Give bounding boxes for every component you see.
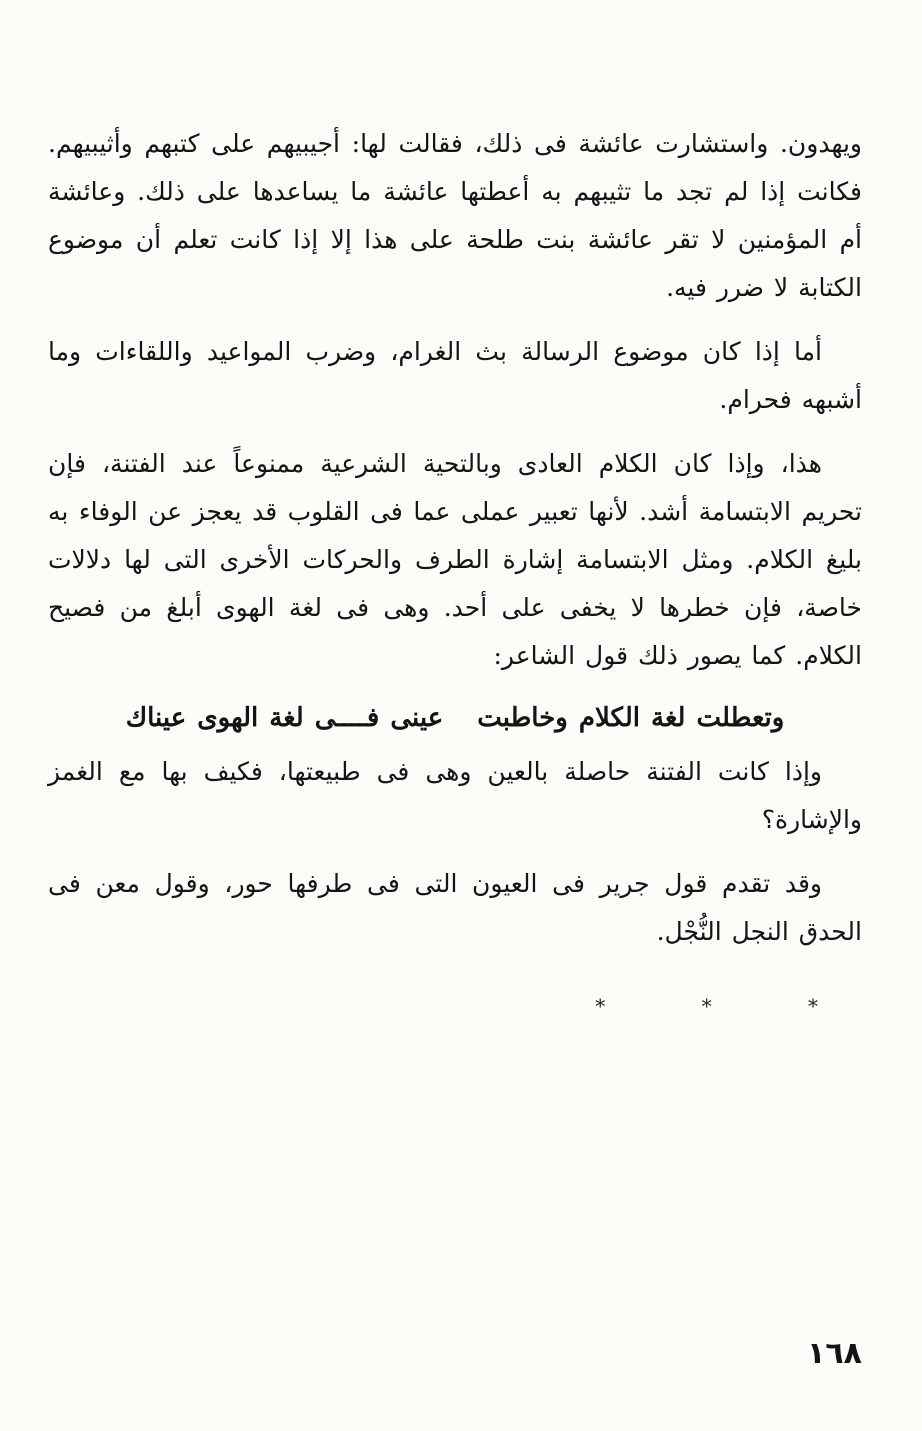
verse-second-hemistich: عينى فــــى لغة الهوى عيناك: [125, 703, 444, 733]
paragraph-jarir-quote: وقد تقدم قول جرير فى العيون التى فى طرفها حور، وقول معن فى الحدق النجل النُّجْل.: [48, 869, 862, 946]
page-body: [48, 120, 862, 1030]
verse-first-hemistich: وتعطلت لغة الكلام وخاطبت: [477, 703, 785, 733]
paragraph-eye-temptation: وإذا كانت الفتنة حاصلة بالعين وهى فى طبيعتها، فكيف بها مع الغمز والإشارة؟: [48, 757, 862, 834]
poem-verse: [48, 694, 862, 742]
section-separator: * * *: [595, 994, 862, 1018]
paragraph-love-letters: أما إذا كان موضوع الرسالة بث الغرام، وضرب المواعيد واللقاءات وما أشبهه فحرام.: [48, 337, 862, 414]
paragraph-smile-prohibition: هذا، وإذا كان الكلام العادى وبالتحية الشرعية ممنوعاً عند الفتنة، فإن تحريم الابتسامة أشد. لأنها تعبير عملى عما فى القلوب قد يعجز عن الوفاء به بليغ الكلام. ومثل الابتسامة إشارة الطرف والحركات الأخرى التى لها دلالات خاصة، فإن خطرها لا يخفى على أحد. وهى فى لغة الهوى أبلغ من فصيح الكلام. كما يصور ذلك قول الشاعر:: [48, 449, 862, 670]
paragraph-aisha-letters: ويهدون. واستشارت عائشة فى ذلك، فقالت لها: أجيبيهم على كتبهم وأثيبيهم. فكانت إذا لم تجد ما تثيبهم به أعطتها عائشة ما يساعدها على ذلك. وعائشة أم المؤمنين لا تقر عائشة بنت طلحة على هذا إلا إذا كانت تعلم أن موضوع الكتابة لا ضرر فيه.: [48, 129, 862, 302]
page-number: ١٦٨: [807, 1336, 862, 1371]
